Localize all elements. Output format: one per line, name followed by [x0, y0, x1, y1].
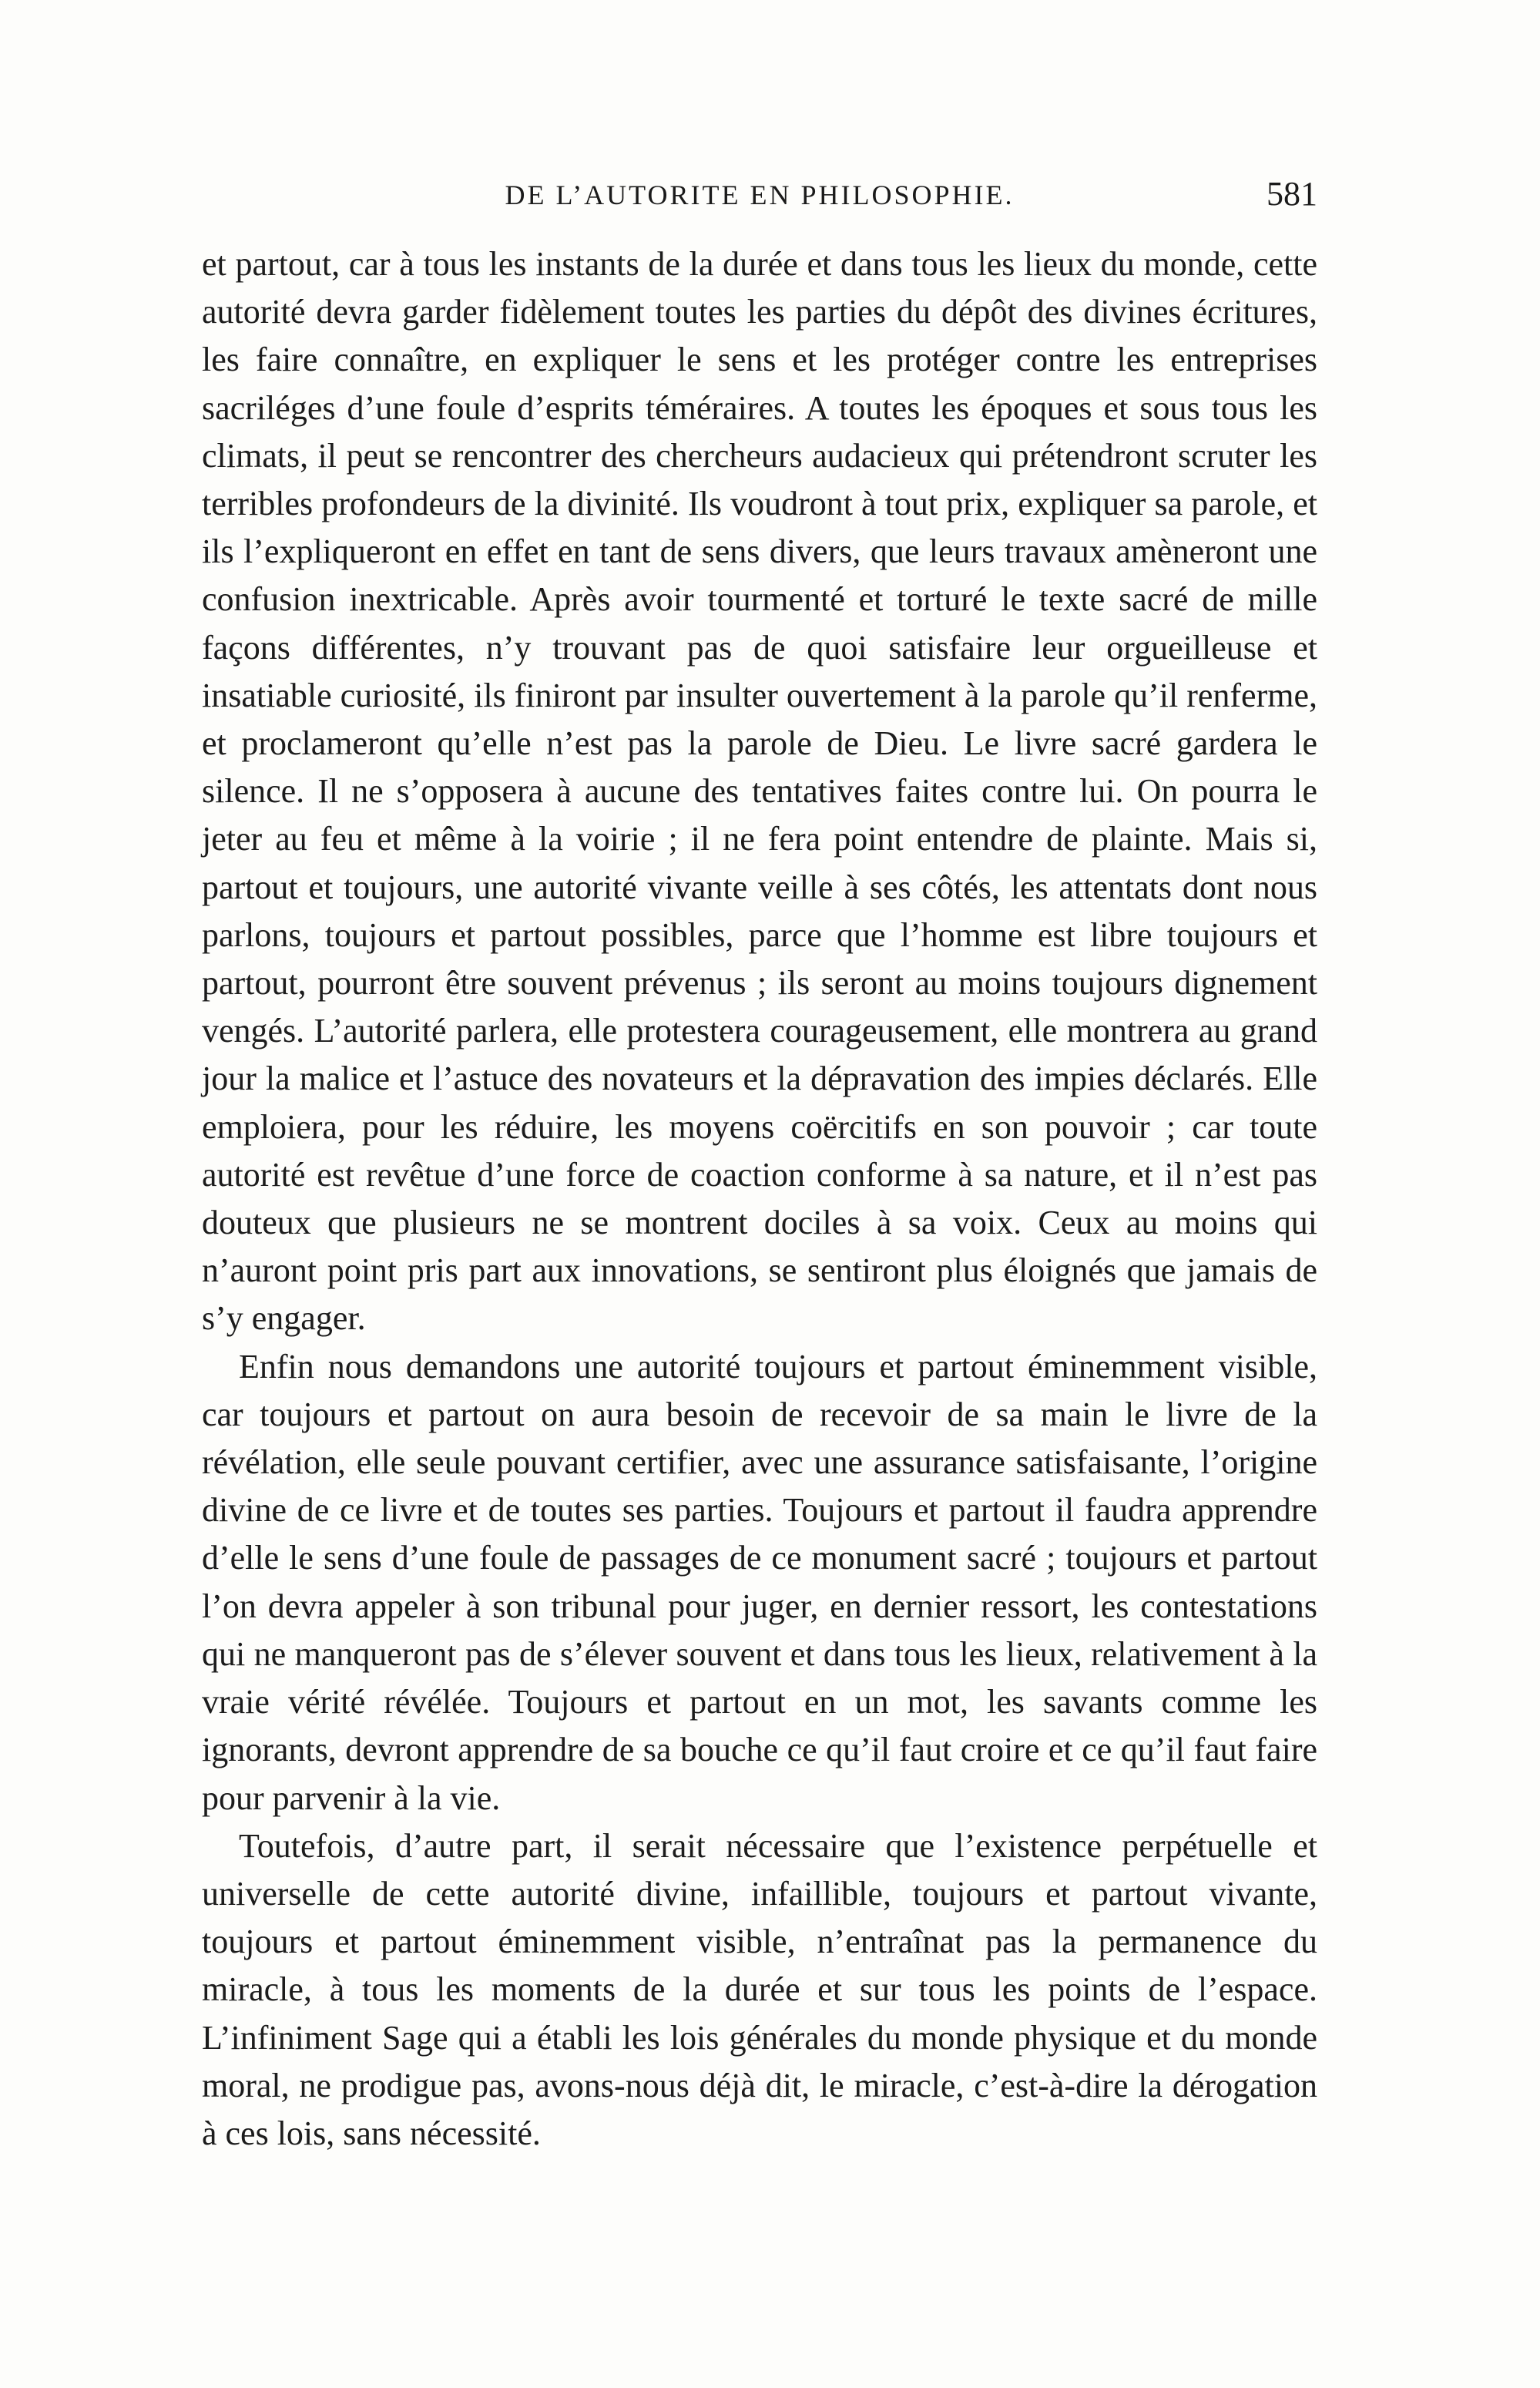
running-title: DE L’AUTORITE EN PHILOSOPHIE. [505, 180, 1015, 210]
paragraph: Toutefois, d’autre part, il serait nécessaire que l’existence perpétuelle et universelle de cette autorité divine, infaillible, toujours et partout vivante, toujours et partout éminemment visible, n’entraînat pas la permanence du miracle, à tous les moments de la durée et sur tous les points de l’espace. L’infiniment Sage qui a établi les lois générales du monde physique et du monde moral, ne prodigue pas, avons-nous déjà dit, le miracle, c’est-à-dire la dérogation à ces lois, sans nécessité. [202, 1826, 1317, 2152]
paragraph: Enfin nous demandons une autorité toujours et partout éminemment visible, car toujours et partout on aura besoin de recevoir de sa main le livre de la révélation, elle seule pouvant certifier, avec une assurance satisfaisante, l’origine divine de ce livre et de toutes ses parties. Toujours et partout il faudra apprendre d’elle le sens d’une foule de passages de ce monument sacré ; toujours et partout l’on devra appeler à son tribunal pour juger, en dernier ressort, les contestations qui ne manqueront pas de s’élever souvent et dans tous les lieux, relativement à la vraie vérité révélée. Toujours et partout en un mot, les savants comme les ignorants, devront apprendre de sa bouche ce qu’il faut croire et ce qu’il faut faire pour parvenir à la vie. [202, 1347, 1317, 1817]
page-number: 581 [1267, 175, 1317, 213]
paragraph-continued: et partout, car à tous les instants de la durée et dans tous les lieux du monde, cette autorité devra garder fidèlement toutes les parties du dépôt des divines écritures, les faire connaître, en expliquer le sens et les protéger contre les entreprises sacriléges d’une foule d’esprits téméraires. A toutes les époques et sous tous les climats, il peut se rencontrer des chercheurs audacieux qui prétendront scruter les terribles profondeurs de la divinité. Ils voudront à tout prix, expliquer sa parole, et ils l’expliqueront en effet en tant de sens divers, que leurs travaux amèneront une confusion inextricable. Après avoir tourmenté et torturé le texte sacré de mille façons différentes, n’y trouvant pas de quoi satisfaire leur orgueilleuse et insatiable curiosité, ils finiront par insulter ouvertement à la parole qu’il renferme, et proclameront qu’elle n’est pas la parole de Dieu. Le livre sacré gardera le silence. Il ne s’opposera à aucune des tentatives faites contre lui. On pourra le jeter au feu et même à la voirie ; il ne fera point entendre de plainte. Mais si, partout et toujours, une autorité vivante veille à ses côtés, les attentats dont nous parlons, toujours et partout possibles, parce que l’homme est libre toujours et partout, pourront être souvent prévenus ; ils seront au moins toujours dignement vengés. L’autorité parlera, elle protestera courageusement, elle montrera au grand jour la malice et l’astuce des novateurs et la dépravation des impies déclarés. Elle emploiera, pour les réduire, les moyens coërcitifs en son pouvoir ; car toute autorité est revêtue d’une force de coaction conforme à sa nature, et il n’est pas douteux que plusieurs ne se montrent dociles à sa voix. Ceux au moins qui n’auront point pris part aux innovations, se sentiront plus éloignés que jamais de s’y engager. [202, 245, 1317, 1338]
body-text [202, 240, 1317, 2158]
running-header [202, 175, 1317, 225]
